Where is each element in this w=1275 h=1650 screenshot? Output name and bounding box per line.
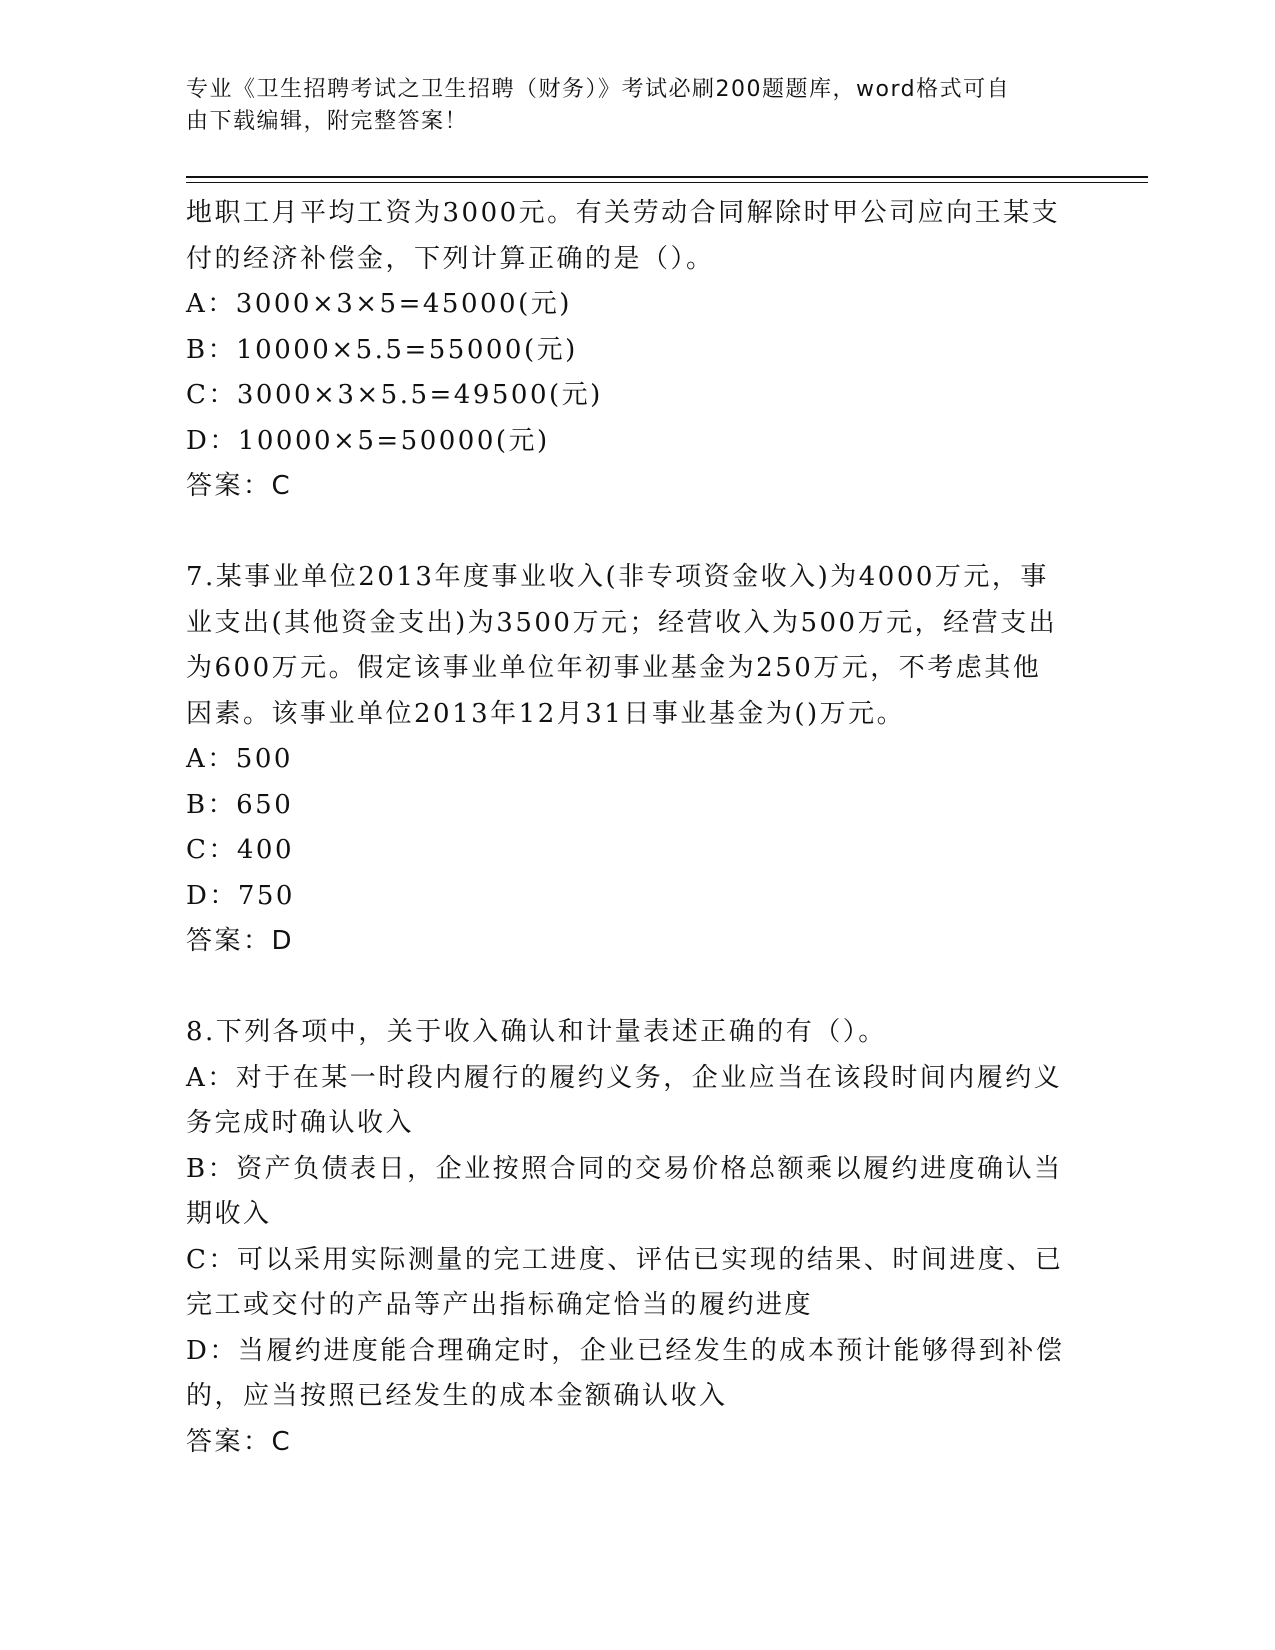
answer-line: 答案：C [186,1426,293,1457]
header-line-2: 由下载编辑，附完整答案！ [186,109,469,134]
answer-line: 答案：D [186,926,295,956]
question-stem-line: 7.某事业单位2013年度事业收入(非专项资金收入)为4000万元，事 [186,562,1049,592]
option-a-line-2: 务完成时确认收入 [186,1108,415,1138]
option-b: B：650 [186,789,294,820]
option-c-line-1: C：可以采用实际测量的完工进度、评估已实现的结果、时间进度、已 [186,1244,1064,1275]
question-7 [186,555,1086,965]
option-c: C：3000×3×5.5=49500(元) [186,380,603,410]
option-a: A：3000×3×5=45000(元) [186,289,572,319]
answer-line: 答案：C [186,471,293,501]
question-stem-line: 付的经济补偿金，下列计算正确的是（）。 [186,243,715,274]
question-8 [186,1010,1086,1465]
question-stem-line: 因素。该事业单位2013年12月31日事业基金为()万元。 [186,698,906,729]
option-d-line-1: D：当履约进度能合理确定时，企业已经发生的成本预计能够得到补偿 [186,1335,1065,1366]
question-stem-line: 地职工月平均工资为3000元。有关劳动合同解除时甲公司应向王某支 [186,198,1061,228]
question-stem-line: 8.下列各项中，关于收入确认和计量表述正确的有（）。 [186,1017,887,1047]
option-a-line-1: A：对于在某一时段内履行的履约义务，企业应当在该段时间内履约义 [186,1062,1063,1093]
option-c-line-2: 完工或交付的产品等产出指标确定恰当的履约进度 [186,1290,814,1320]
option-b-line-1: B：资产负债表日，企业按照合同的交易价格总额乘以履约进度确认当 [186,1153,1063,1184]
question-stem-line: 为600万元。假定该事业单位年初事业基金为250万元，不考虑其他 [186,653,1042,683]
question-6 [186,191,1086,510]
header-rule-thick [186,176,1148,178]
question-stem-line: 业支出(其他资金支出)为3500万元；经营收入为500万元，经营支出 [186,607,1058,638]
header-line-1: 专业《卫生招聘考试之卫生招聘（财务）》考试必刷200题题库，word格式可自 [186,77,1011,102]
option-c: C：400 [186,835,295,865]
option-a: A：500 [186,744,293,774]
header-rule-thin [186,182,1148,183]
option-b-line-2: 期收入 [186,1199,272,1229]
option-d: D：750 [186,880,295,911]
document-header [186,74,1066,138]
option-d-line-2: 的，应当按照已经发生的成本金额确认收入 [186,1381,728,1411]
option-b: B：10000×5.5=55000(元) [186,334,578,365]
option-d: D：10000×5=50000(元) [186,425,550,456]
document-body [186,191,1086,1465]
spacer [186,965,1086,1011]
spacer [186,510,1086,556]
